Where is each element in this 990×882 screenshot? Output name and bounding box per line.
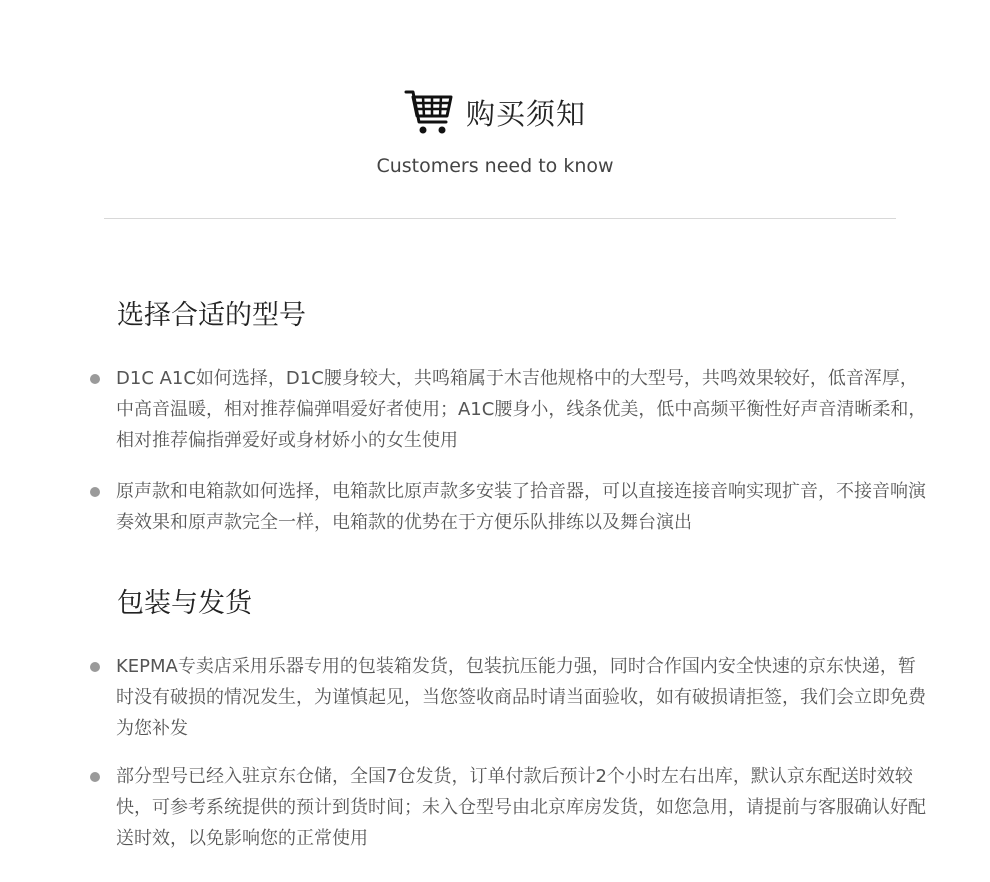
list-item	[90, 651, 930, 744]
title-row	[0, 88, 990, 136]
section-title-model: 选择合适的型号	[117, 300, 306, 331]
page-header	[0, 0, 990, 220]
bullet-icon	[90, 772, 100, 782]
list-item	[90, 476, 930, 538]
list-item-text: 部分型号已经入驻京东仓储，全国7仓发货，订单付款后预计2个小时左右出库，默认京东配送时效较快，可参考系统提供的预计到货时间；未入仓型号由北京库房发货，如您急用，请提前与客服确认好配送时效，以免影响您的正常使用	[116, 766, 926, 849]
page-title: 购买须知	[465, 96, 586, 131]
shopping-cart-icon	[404, 88, 454, 136]
bullet-icon	[90, 374, 100, 384]
list-item	[90, 761, 930, 854]
section-title-shipping: 包装与发货	[117, 588, 252, 619]
bullet-icon	[90, 487, 100, 497]
header-divider	[104, 218, 896, 219]
list-item	[90, 363, 930, 456]
list-item-text: 原声款和电箱款如何选择，电箱款比原声款多安装了拾音器，可以直接连接音响实现扩音，不接音响演奏效果和原声款完全一样，电箱款的优势在于方便乐队排练以及舞台演出	[116, 481, 926, 533]
list-item-text: KEPMA专卖店采用乐器专用的包装箱发货，包装抗压能力强，同时合作国内安全快速的京东快递，暂时没有破损的情况发生，为谨慎起见，当您签收商品时请当面验收，如有破损请拒签，我们会立即免费为您补发	[116, 656, 926, 739]
bullet-icon	[90, 662, 100, 672]
page-subtitle: Customers need to know	[376, 155, 614, 177]
list-item-text: D1C A1C如何选择，D1C腰身较大，共鸣箱属于木吉他规格中的大型号，共鸣效果较好，低音浑厚，中高音温暖，相对推荐偏弹唱爱好者使用；A1C腰身小，线条优美，低中高频平衡性好声音清晰柔和，相对推荐偏指弹爱好或身材娇小的女生使用	[116, 368, 927, 451]
